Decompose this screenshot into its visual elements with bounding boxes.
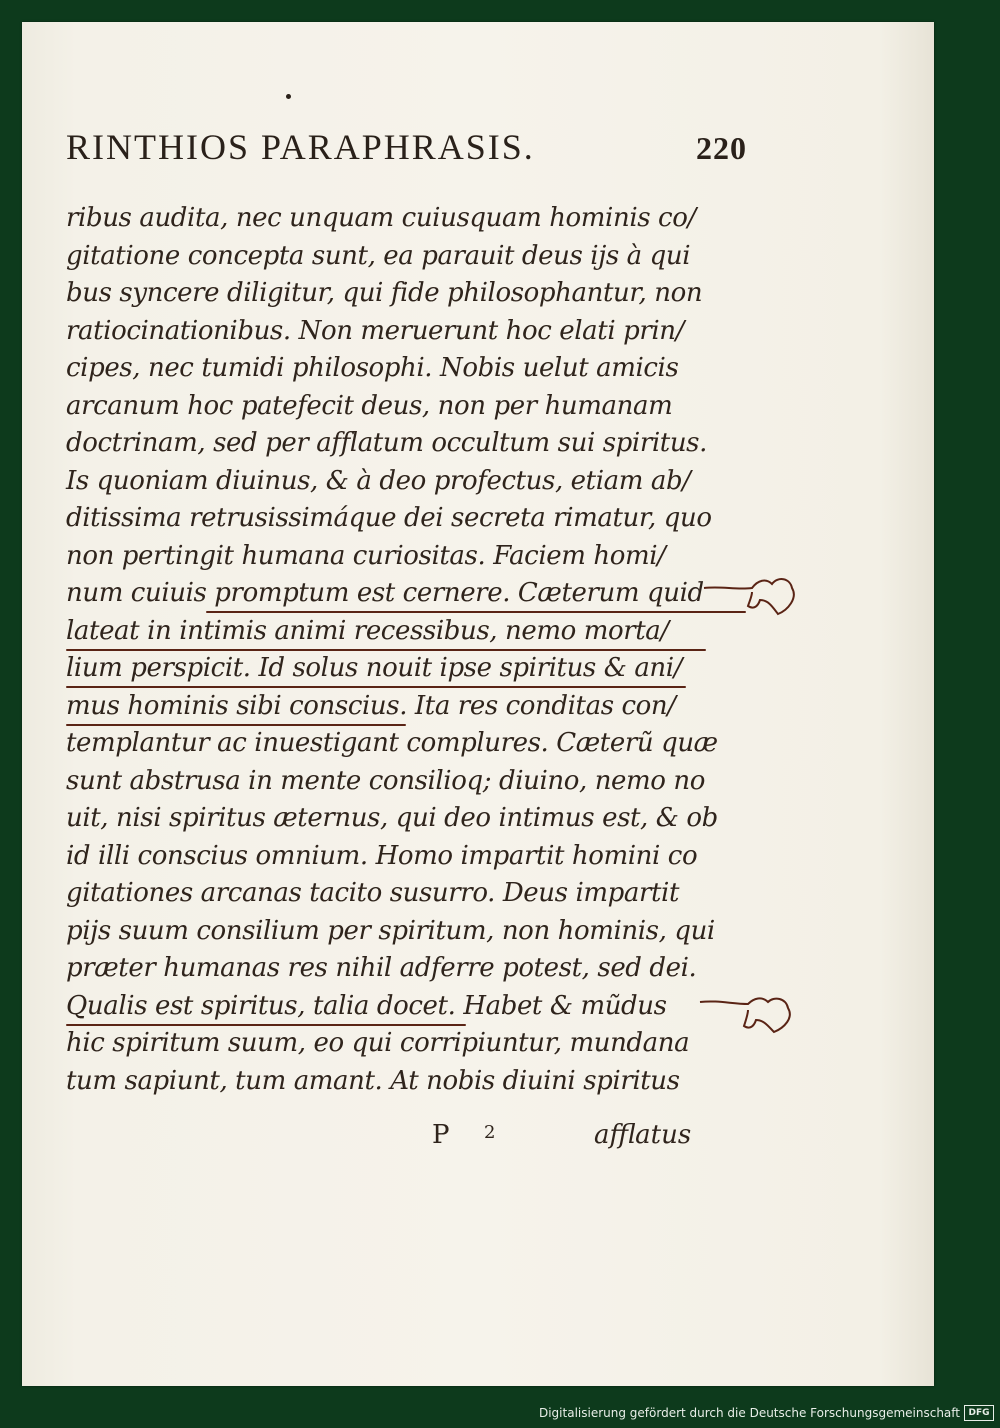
catchword: afflatus [594, 1120, 692, 1150]
text-line: ditissima retrusissimáque dei secreta rimatur, quo [66, 503, 712, 533]
handwritten-underline [206, 611, 746, 613]
text-line: lium perspicit. Id solus nouit ipse spiritus & ani/ [66, 653, 683, 683]
body-text [66, 200, 716, 1100]
page-header [66, 126, 766, 178]
handwritten-underline [66, 649, 706, 651]
text-line: sunt abstrusa in mente consilioq; diuino, nemo no [66, 765, 705, 796]
text-line: non pertingit humana curiositas. Faciem homi/ [66, 540, 666, 571]
dfg-logo: DFG [964, 1405, 994, 1421]
pointing-hand-icon [698, 994, 798, 1044]
text-line: mus hominis sibi conscius. Ita res conditas con/ [66, 690, 676, 721]
handwritten-underline [66, 724, 406, 726]
folio-number: 220 [696, 130, 747, 166]
text-line: tum sapiunt, tum amant. At nobis diuini spiritus [66, 1065, 680, 1096]
signature-number: 2 [484, 1122, 496, 1143]
text-line: bus syncere diligitur, qui fide philosophantur, non [66, 278, 703, 308]
handwritten-underline [66, 686, 686, 688]
text-line: gitationes arcanas tacito susurro. Deus impartit [66, 878, 680, 908]
text-line: lateat in intimis animi recessibus, nemo morta/ [66, 615, 669, 646]
signature-mark: P [432, 1120, 450, 1150]
text-line: uit, nisi spiritus æternus, qui deo intimus est, & ob [66, 803, 718, 833]
footer [0, 1400, 1000, 1428]
book-page [22, 22, 934, 1386]
printer-mark [286, 94, 291, 99]
text-line: ratiocinationibus. Non meruerunt hoc elati prin/ [66, 315, 685, 346]
text-line: num cuiuis promptum est cernere. Cæterum quid [66, 578, 704, 608]
running-title: RINTHIOS PARAPHRASIS. [66, 127, 535, 167]
text-line: id illi conscius omnium. Homo impartit homini co [66, 840, 698, 871]
handwritten-underline [66, 1024, 466, 1026]
text-line: ribus audita, nec unquam cuiusquam hominis co/ [66, 203, 696, 233]
text-line: pijs suum consilium per spiritum, non hominis, qui [66, 915, 715, 946]
text-line: templantur ac inuestigant complures. Cæterũ quæ [66, 728, 718, 758]
text-line: gitatione concepta sunt, ea parauit deus ijs à qui [66, 240, 691, 271]
funding-credit: Digitalisierung gefördert durch die Deutsche Forschungsgemeinschaft [538, 1406, 960, 1420]
pointing-hand-icon [702, 570, 802, 620]
text-line: præter humanas res nihil adferre potest, sed dei. [66, 953, 697, 983]
text-line: arcanum hoc patefecit deus, non per humanam [66, 390, 673, 421]
text-line: cipes, nec tumidi philosophi. Nobis uelut amicis [66, 353, 679, 383]
text-line: Qualis est spiritus, talia docet. Habet & mũdus [66, 990, 667, 1021]
text-line: hic spiritum suum, eo qui corripiuntur, mundana [66, 1028, 690, 1058]
text-line: doctrinam, sed per afflatum occultum sui spiritus. [66, 428, 707, 458]
catchline [66, 1120, 716, 1160]
text-line: Is quoniam diuinus, & à deo profectus, etiam ab/ [66, 465, 691, 496]
